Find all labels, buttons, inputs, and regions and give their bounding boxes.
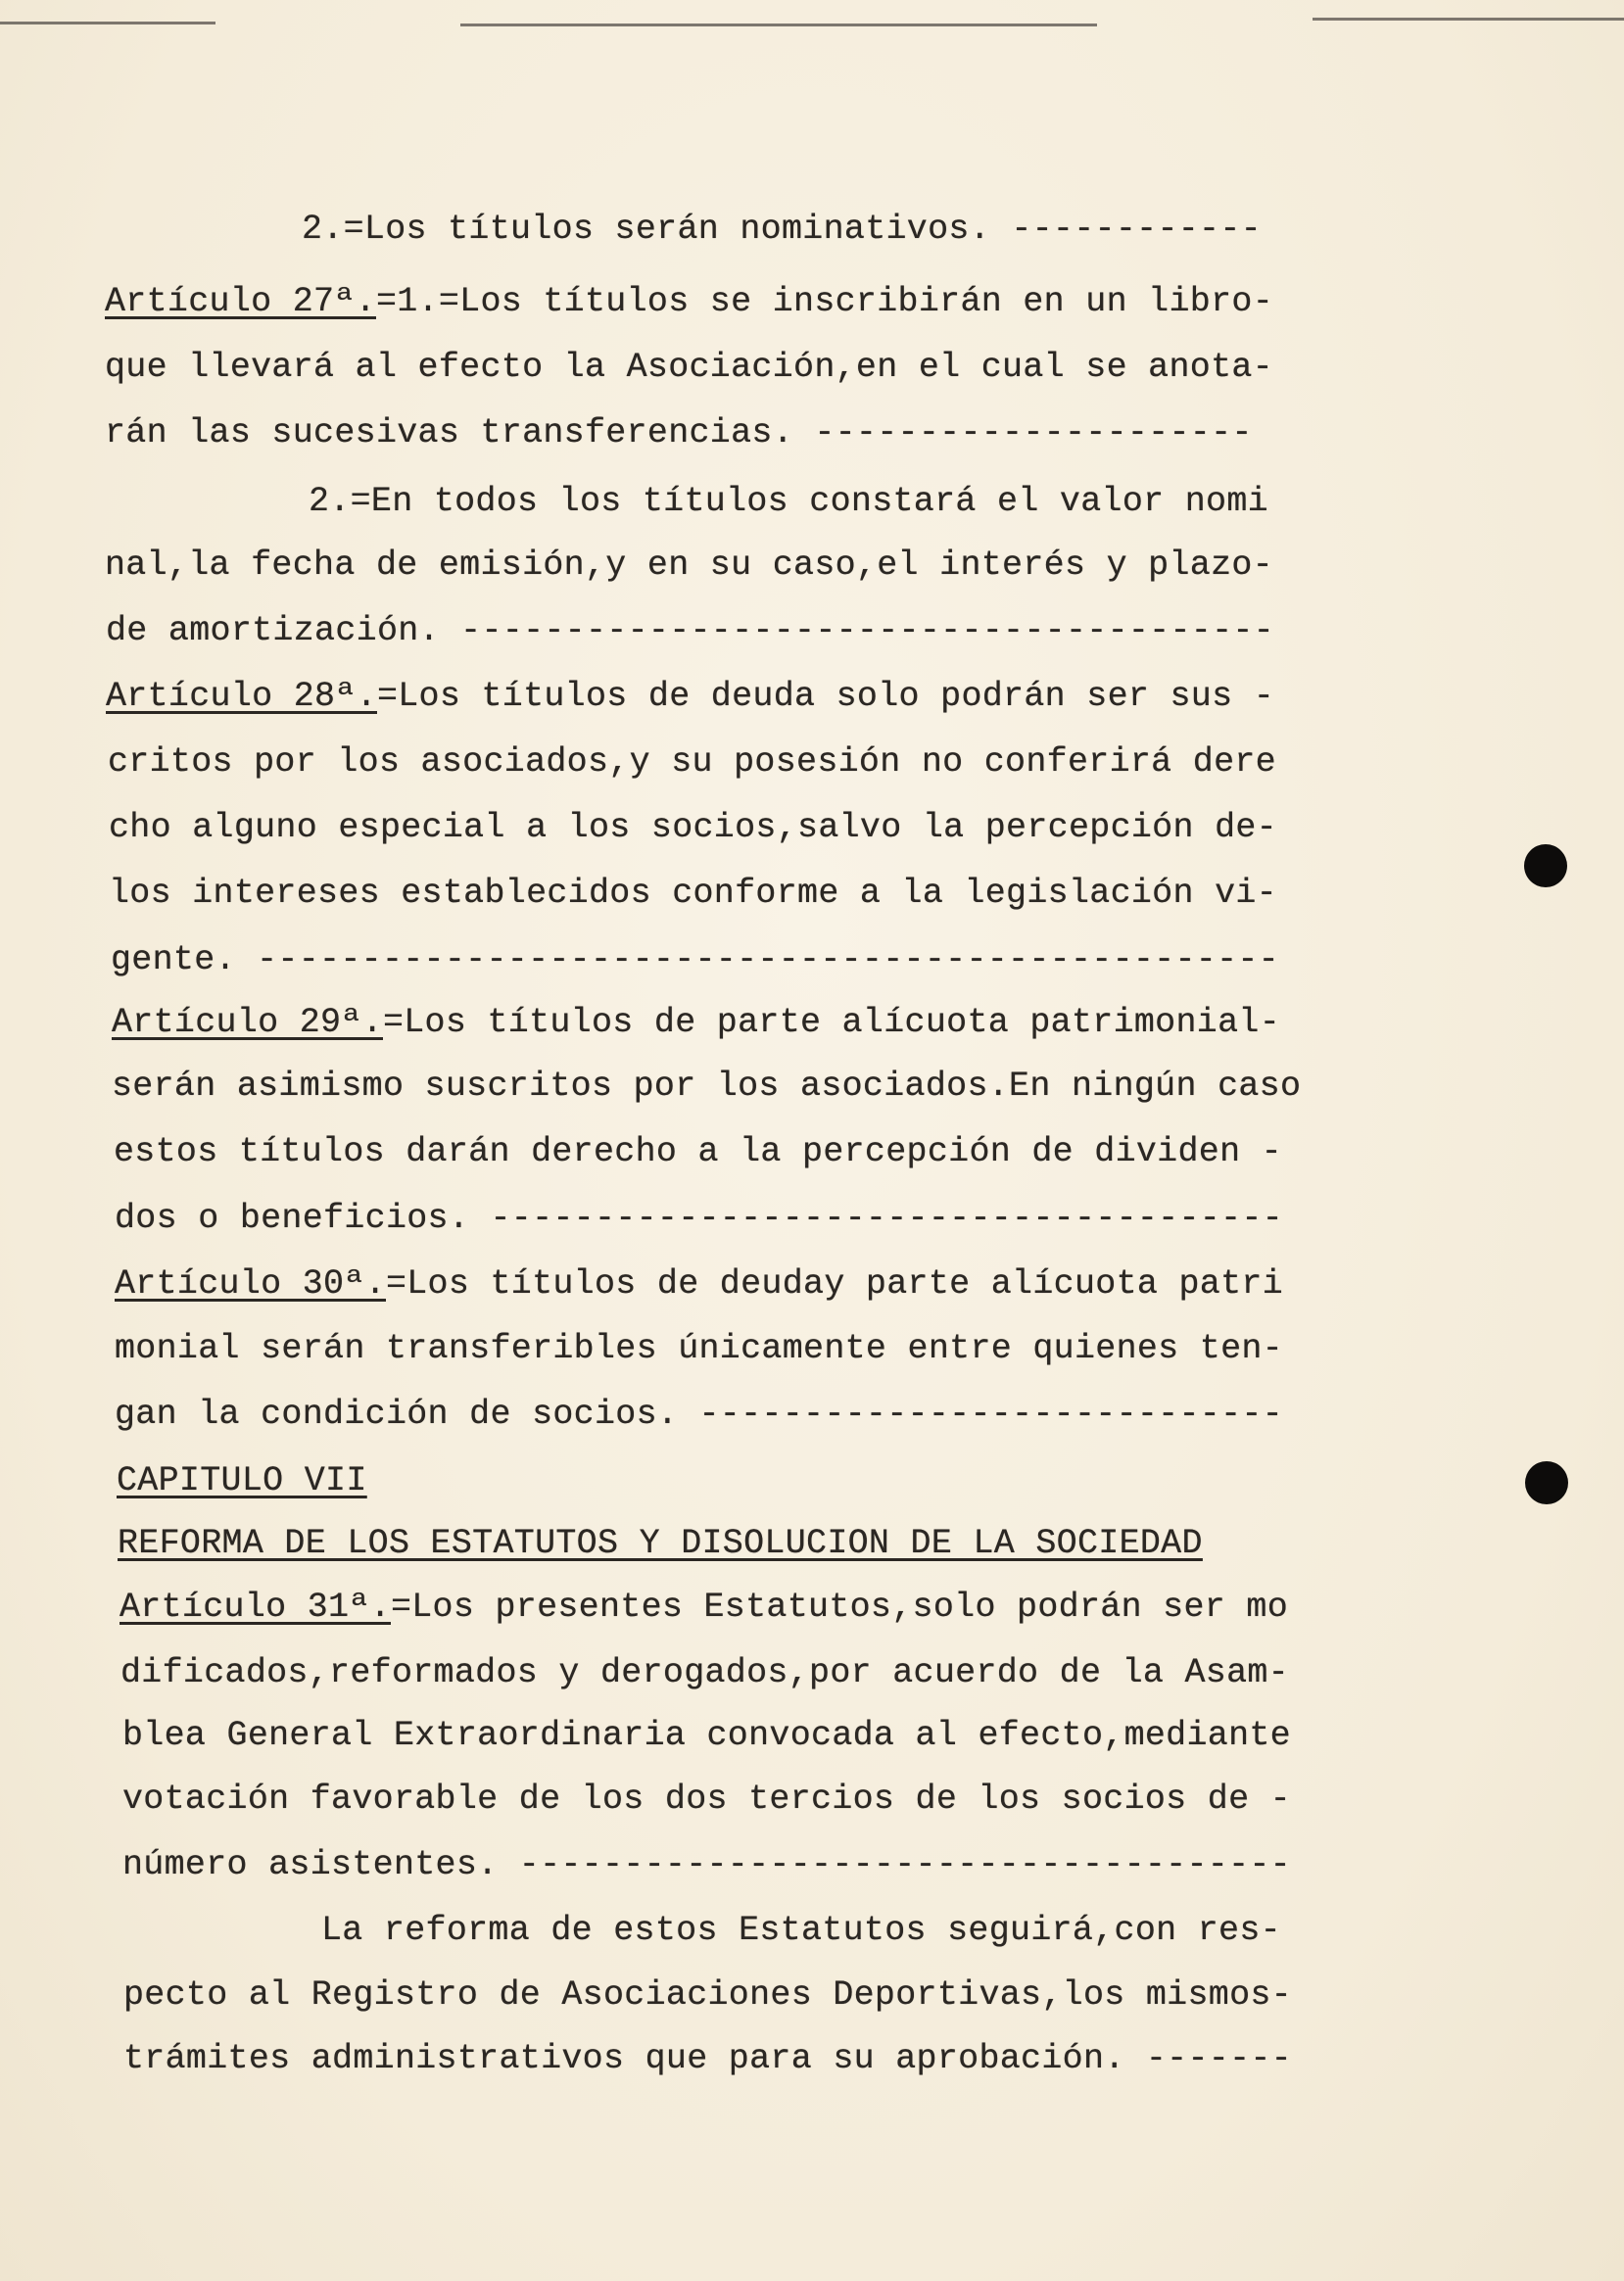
text-line bbox=[123, 2039, 1292, 2078]
text-line bbox=[115, 1329, 1283, 1368]
chapter-title bbox=[117, 1461, 367, 1500]
text-line bbox=[122, 1845, 1291, 1884]
line-text: pecto al Registro de Asociaciones Deportivas,los mismos- bbox=[123, 1975, 1292, 2015]
text-line bbox=[302, 210, 1262, 249]
line-text: La reforma de estos Estatutos seguirá,con res- bbox=[321, 1911, 1281, 1950]
text-line bbox=[321, 1911, 1281, 1950]
text-line bbox=[111, 940, 1279, 979]
line-text: =1.=Los títulos se inscribirán en un libro- bbox=[375, 282, 1273, 321]
article-heading: Artículo 30ª. bbox=[115, 1264, 386, 1304]
chapter-heading bbox=[118, 1524, 1203, 1563]
line-text: gan la condición de socios. ---------------------------- bbox=[115, 1395, 1283, 1434]
text-line bbox=[120, 1653, 1289, 1692]
text-line bbox=[105, 546, 1273, 585]
punch-hole bbox=[1524, 844, 1567, 887]
text-line bbox=[106, 611, 1274, 650]
line-text: =Los presentes Estatutos,solo podrán ser mo bbox=[390, 1588, 1288, 1627]
line-text: =Los títulos de deuday parte alícuota patri bbox=[385, 1264, 1283, 1304]
line-text: de amortización. --------------------------------------- bbox=[106, 611, 1274, 650]
line-text: que llevará al efecto la Asociación,en el cual se anota- bbox=[105, 348, 1273, 387]
text-line bbox=[115, 1199, 1283, 1238]
text-line bbox=[105, 348, 1273, 387]
line-text: gente. ------------------------------------------------- bbox=[111, 940, 1279, 979]
text-line bbox=[122, 1780, 1291, 1819]
line-text: serán asimismo suscritos por los asociados.En ningún caso bbox=[112, 1067, 1302, 1106]
line-text: dos o beneficios. -------------------------------------- bbox=[115, 1199, 1283, 1238]
text-line bbox=[105, 282, 1273, 321]
line-text: cho alguno especial a los socios,salvo la percepción de- bbox=[109, 808, 1277, 847]
line-text: votación favorable de los dos tercios de los socios de - bbox=[122, 1780, 1291, 1819]
line-text: critos por los asociados,y su posesión no conferirá dere bbox=[108, 742, 1276, 782]
text-line bbox=[109, 808, 1277, 847]
chapter-heading-text: REFORMA DE LOS ESTATUTOS Y DISOLUCION DE LA SOCIEDAD bbox=[118, 1524, 1203, 1563]
text-line bbox=[112, 1003, 1280, 1042]
line-text: nal,la fecha de emisión,y en su caso,el interés y plazo- bbox=[105, 546, 1273, 585]
article-heading: Artículo 29ª. bbox=[112, 1003, 383, 1042]
line-text: número asistentes. ------------------------------------- bbox=[122, 1845, 1291, 1884]
article-heading: Artículo 27ª. bbox=[105, 282, 376, 321]
text-line bbox=[109, 874, 1277, 913]
line-text: =Los títulos de parte alícuota patrimonial- bbox=[382, 1003, 1280, 1042]
text-line bbox=[115, 1395, 1283, 1434]
line-text: blea General Extraordinaria convocada al efecto,mediante bbox=[122, 1716, 1291, 1755]
text-line bbox=[114, 1132, 1282, 1171]
text-line bbox=[112, 1067, 1301, 1106]
article-heading: Artículo 31ª. bbox=[119, 1588, 391, 1627]
text-line bbox=[123, 1975, 1292, 2015]
line-text: =Los títulos de deuda solo podrán ser sus - bbox=[376, 677, 1274, 716]
page-edge-mark bbox=[460, 24, 1097, 26]
text-line bbox=[106, 677, 1274, 716]
line-text: estos títulos darán derecho a la percepción de dividen - bbox=[114, 1132, 1282, 1171]
line-text: trámites administrativos que para su aprobación. ------- bbox=[123, 2039, 1292, 2078]
page-edge-mark bbox=[1313, 18, 1624, 21]
chapter-number: CAPITULO VII bbox=[117, 1461, 367, 1500]
line-text: 2.=Los títulos serán nominativos. ------------ bbox=[302, 210, 1262, 249]
line-text: rán las sucesivas transferencias. --------------------- bbox=[105, 413, 1253, 452]
article-heading: Artículo 28ª. bbox=[106, 677, 377, 716]
text-line bbox=[108, 742, 1276, 782]
line-text: 2.=En todos los títulos constará el valor nomi bbox=[309, 482, 1268, 521]
line-text: los intereses establecidos conforme a la legislación vi- bbox=[109, 874, 1277, 913]
punch-hole bbox=[1525, 1461, 1568, 1504]
line-text: monial serán transferibles únicamente entre quienes ten- bbox=[115, 1329, 1283, 1368]
line-text: dificados,reformados y derogados,por acuerdo de la Asam- bbox=[120, 1653, 1289, 1692]
text-line bbox=[119, 1588, 1288, 1627]
text-line bbox=[115, 1264, 1283, 1304]
page-edge-mark bbox=[0, 22, 215, 24]
text-line bbox=[105, 413, 1253, 452]
text-line bbox=[122, 1716, 1291, 1755]
text-line bbox=[309, 482, 1268, 521]
